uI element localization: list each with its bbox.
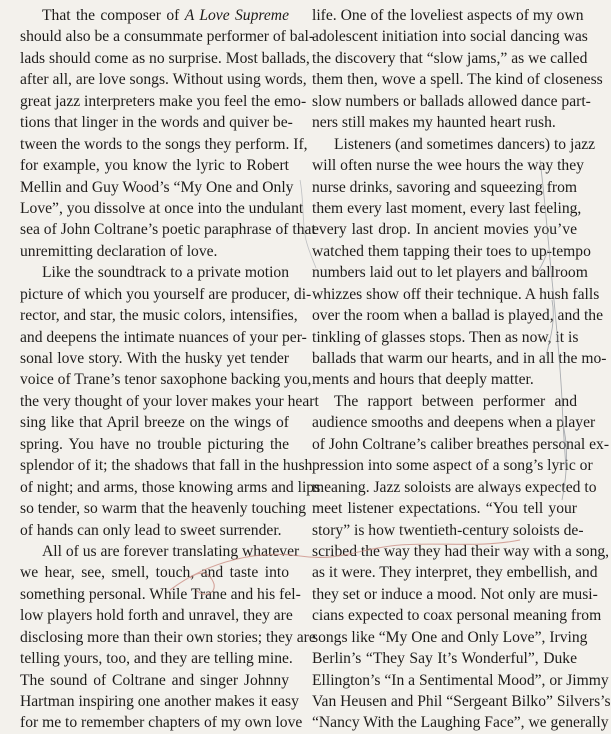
text-line: ments and hours that deeply matter.: [312, 371, 534, 389]
text-line: of night; and arms, those knowing arms and lips: [20, 478, 321, 496]
text-line: telling yours, too, and they are telling mine.: [20, 650, 293, 668]
text-line: they set or induce a mood. Not only are musi-: [312, 585, 598, 603]
text-line: after all, are love songs. Without using words,: [20, 71, 307, 89]
text-line: of John Coltrane’s caliber breathes personal ex-: [312, 435, 610, 453]
text-line: will often nurse the wee hours the way they: [312, 157, 584, 175]
text-line: “Nancy With the Laughing Face”, we generally: [312, 714, 609, 732]
text-line: disclosing more than their own stories; they are: [20, 628, 316, 646]
text-line: the very thought of your lover makes your heart: [20, 392, 319, 410]
text-line: for example, you know the lyric to Robert: [20, 157, 289, 175]
text-line: numbers laid out to let players and ballroom: [312, 264, 588, 282]
text-line: scribed the way they had their way with a song,: [312, 542, 610, 560]
text-column-right: [312, 5, 611, 734]
text-line: tinkling of glasses stops. Then as now, it is: [312, 328, 579, 346]
text-line: should also be a consummate performer of bal-: [20, 28, 315, 46]
text-line: Ellington’s “In a Sentimental Mood”, or Jimmy: [312, 671, 609, 689]
text-line: All of us are forever translating whatever: [42, 542, 300, 560]
text-line: That the composer of A Love Supreme: [42, 7, 289, 24]
text-line: picture of which you yourself are producer, di-: [20, 285, 312, 303]
text-line: life. One of the loveliest aspects of my own: [312, 7, 584, 24]
text-line: as it were. They interpret, they embellish, and: [312, 564, 598, 582]
text-line: Berlin’s “They Say It’s Wonderful”, Duke: [312, 650, 577, 668]
text-line: audience smooths and deepens when a player: [312, 414, 596, 432]
text-line: sea of John Coltrane’s poetic paraphrase of that: [20, 221, 316, 239]
text-line: adolescent initiation into social dancing was: [312, 28, 588, 46]
text-line: tions that linger in the words and quiver be-: [20, 114, 293, 132]
text-line: unremitting declaration of love.: [20, 242, 218, 260]
text-line: Love”, you dissolve at once into the undulant: [20, 199, 304, 217]
text-line: every last drop. In ancient movies you’ve: [312, 221, 577, 239]
text-line: story” is how twentieth-century soloists de-: [312, 521, 584, 539]
text-line: Mellin and Guy Wood’s “My One and Only: [20, 178, 294, 196]
text-line: The sound of Coltrane and singer Johnny: [20, 671, 289, 689]
text-line: of hands can only lead to sweet surrender.: [20, 521, 282, 539]
text-line: songs like “My One and Only Love”, Irving: [312, 628, 588, 646]
text-line: nurse drinks, savoring and squeezing from: [312, 178, 578, 196]
text-line: the discovery that “slow jams,” as we called: [312, 49, 588, 67]
text-line: whizzes show off their technique. A hush falls: [312, 285, 600, 303]
text-line: pression into some aspect of a song’s lyric or: [312, 457, 593, 475]
text-column-left: [20, 5, 321, 734]
text-line: watched them tapping their toes to up-tempo: [312, 242, 591, 260]
text-line: Hartman inspiring one another makes it easy: [20, 693, 299, 710]
text-line: low players hold forth and unravel, they are: [20, 607, 293, 625]
text-line: meaning. Jazz soloists are always expected to: [312, 478, 597, 496]
text-line: for me to remember chapters of my own love: [20, 714, 303, 732]
text-line: Like the soundtrack to a private motion: [42, 264, 289, 282]
text-line: Van Heusen and Phil “Sergeant Bilko” Silvers’s: [312, 693, 611, 710]
text-line: slow numbers or ballads allowed dance part-: [312, 92, 591, 110]
text-line: lads should come as no surprise. Most ballads,: [20, 49, 310, 67]
text-line: Listeners (and sometimes dancers) to jazz: [334, 135, 596, 153]
text-line: great jazz interpreters make you feel the emo-: [20, 92, 307, 110]
text-line: cians expected to coax personal meaning from: [312, 607, 602, 625]
text-line: ners still makes my haunted heart rush.: [312, 114, 556, 132]
text-line: and deepens the intimate nuances of your per-: [20, 328, 307, 346]
text-line: The rapport between performer and: [334, 392, 577, 410]
text-line: splendor of it; the shadows that fall in the hush: [20, 457, 313, 475]
text-line: them then, wove a spell. The kind of closeness: [312, 71, 603, 89]
text-line: sonal love story. With the husky yet tender: [20, 350, 289, 367]
text-line: meet listener expectations. “You tell your: [312, 500, 577, 518]
text-line: tween the words to the songs they perform. If,: [20, 135, 308, 153]
text-line: something personal. While Trane and his fel-: [20, 585, 301, 603]
text-line: ballads that warm our hearts, and in all the mo-: [312, 350, 607, 367]
text-line: sing like that April breeze on the wings of: [20, 414, 289, 432]
text-line: them every last moment, every last feeling,: [312, 199, 582, 217]
text-line: we hear, see, smell, touch, and taste into: [20, 564, 289, 582]
text-line: voice of Trane’s tenor saxophone backing you,: [20, 371, 312, 389]
text-line: rector, and star, the music colors, intensifies,: [20, 307, 298, 325]
text-line: over the room when a ballad is played, and the: [312, 307, 603, 325]
text-line: spring. You have no trouble picturing the: [20, 435, 289, 453]
text-line: so tender, so warm that the heavenly touching: [20, 500, 307, 518]
